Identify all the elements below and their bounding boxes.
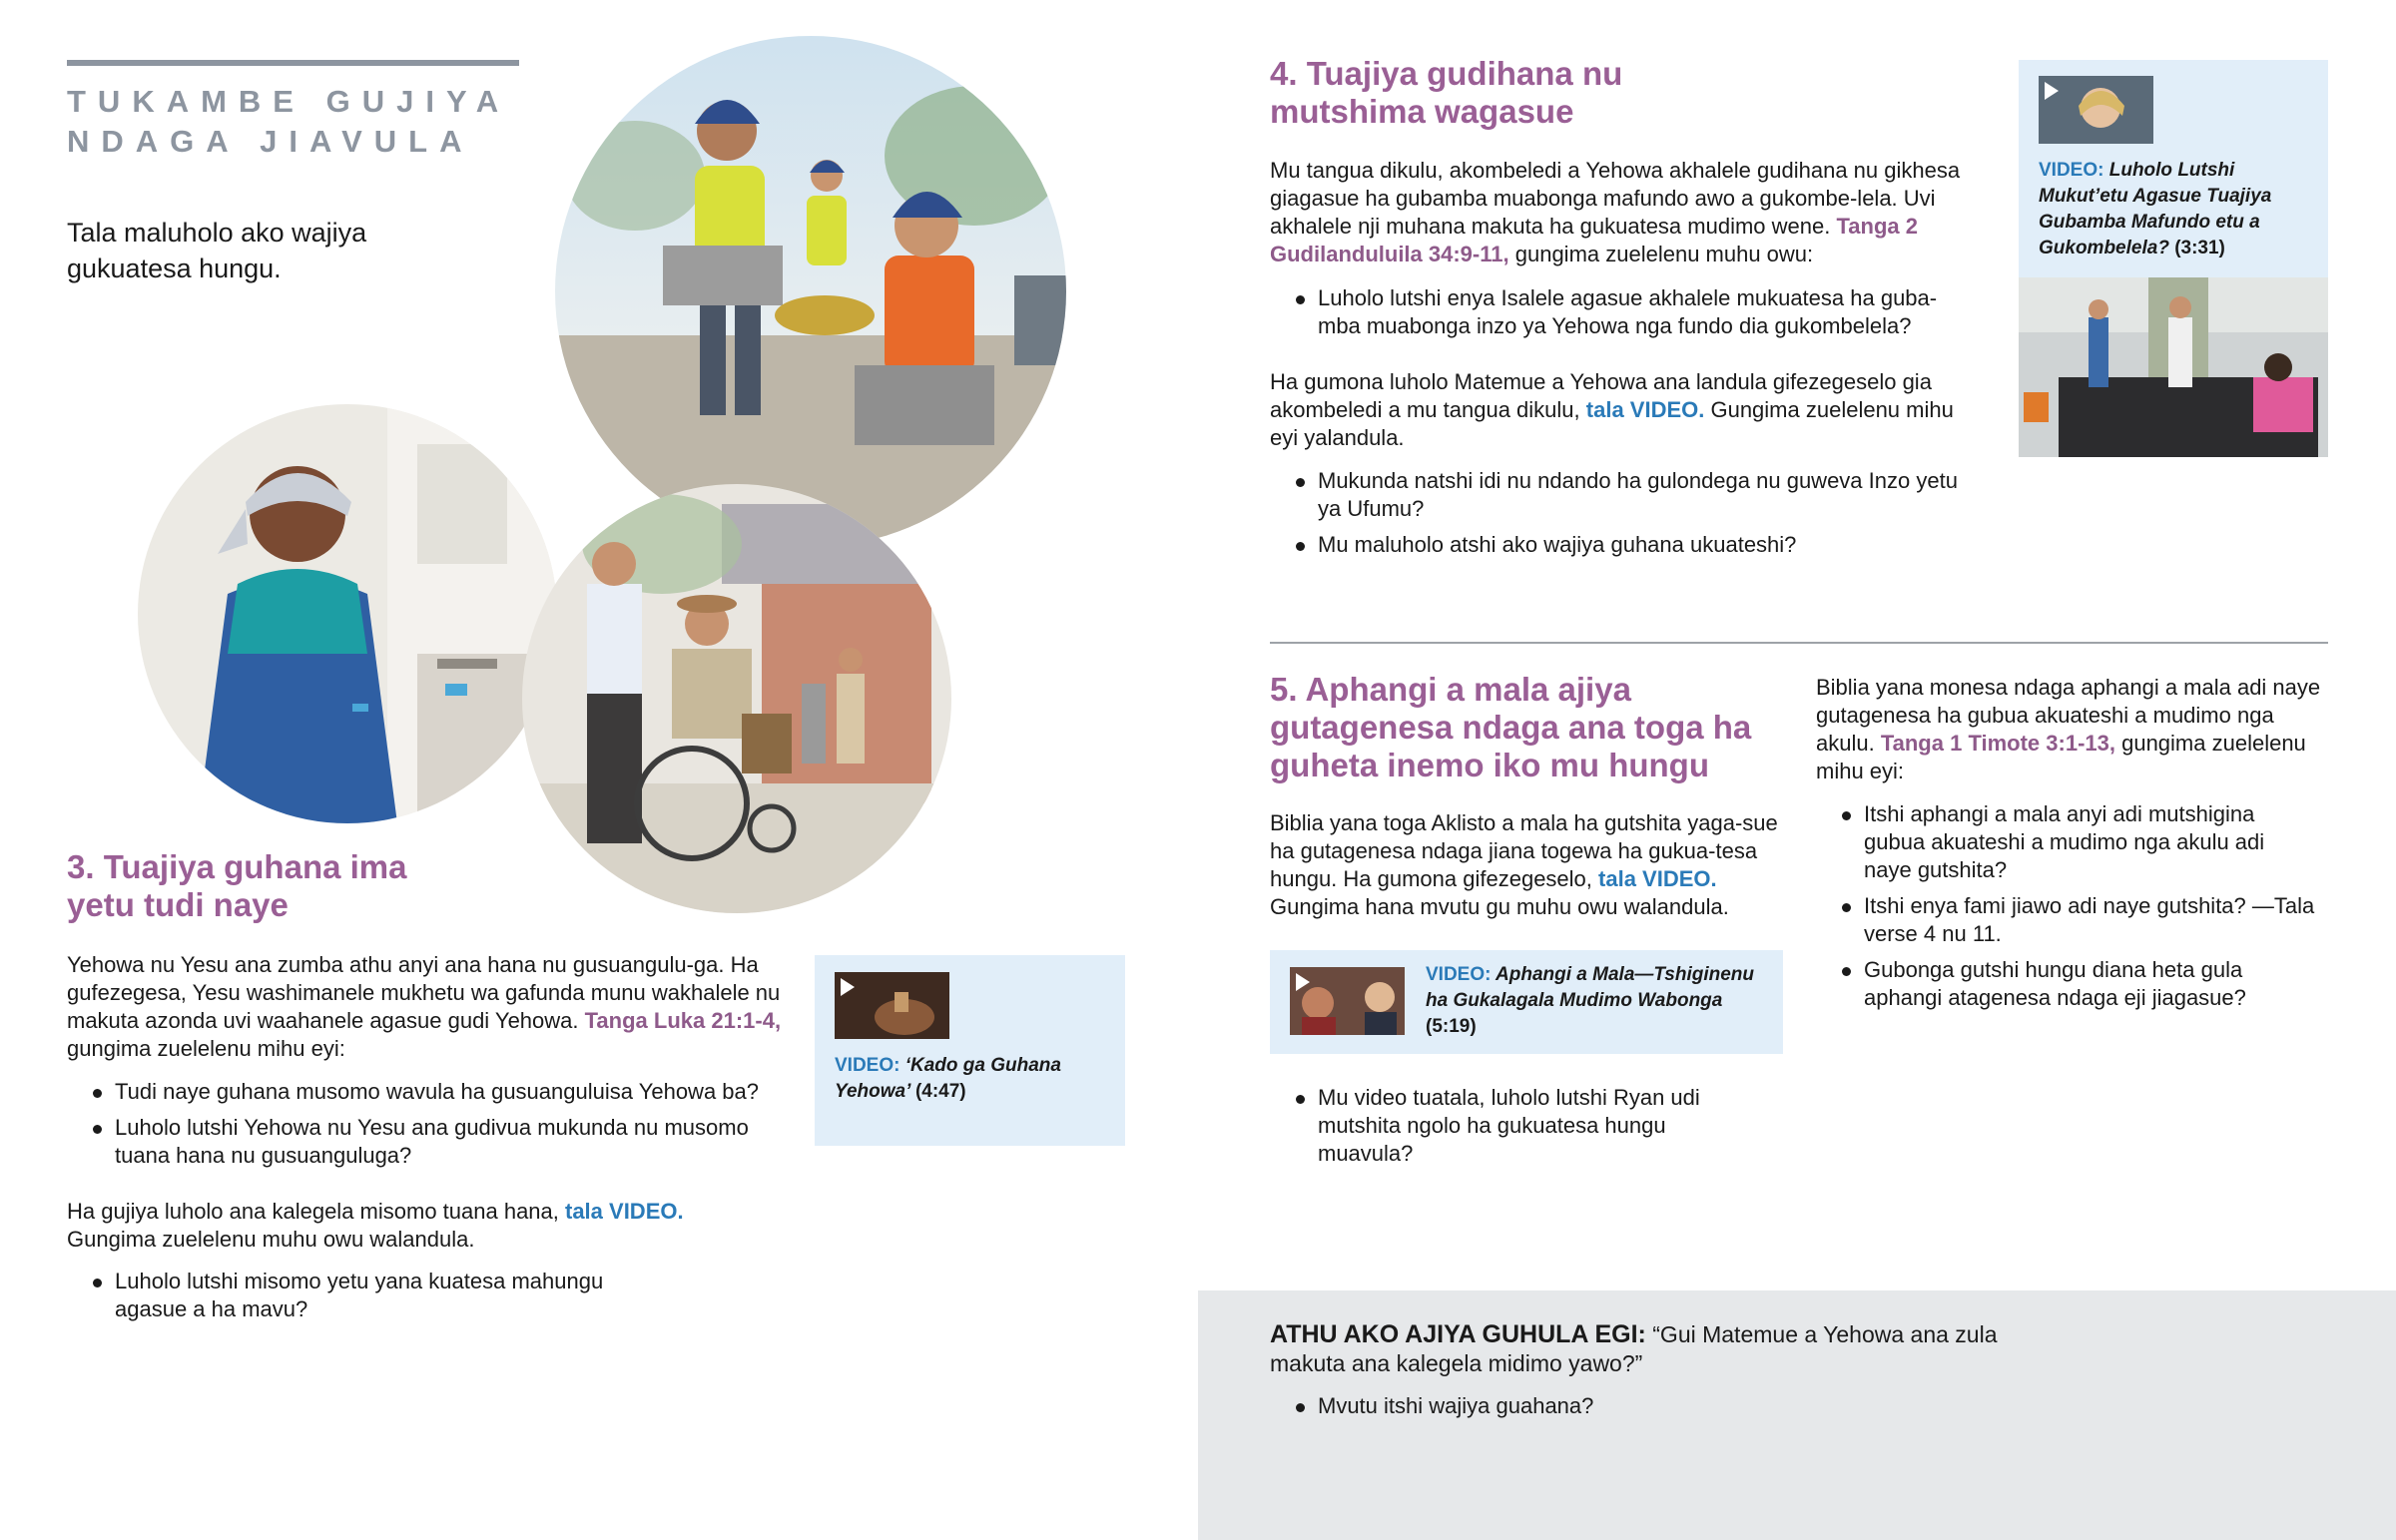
section-5-paragraph-2-end: gungima zuelelenu mihu eyi: [1816, 731, 2306, 783]
construction-workers-illustration [555, 36, 1066, 547]
section-4-scripture-link[interactable]: Tanga 2 Gudilanduluila 34:9-11, [1270, 214, 1918, 266]
section-3-paragraph-1-end: gungima zuelelenu mihu eyi: [67, 1036, 345, 1061]
section-4-title-line-1: 4. Tuajiya gudihana nu [1270, 55, 1623, 92]
section-5-question: Itshi enya fami jiawo adi naye gutshita? —Tala verse 4 nu 11. [1816, 892, 2315, 948]
play-icon [1296, 973, 1310, 991]
kicker-line-2: NDAGA JIAVULA [67, 124, 474, 159]
video-thumbnail[interactable] [835, 972, 949, 1039]
section-3-paragraph-2-text: Ha gujiya luholo ana kalegela misomo tuana hana, [67, 1199, 565, 1224]
section-3-heading [67, 848, 566, 924]
callout-quote: “Gui Matemue a Yehowa ana zula makuta ana kalegela midimo yawo?” [1270, 1321, 1998, 1376]
section-4-questions-2 [1270, 467, 1974, 567]
section-3-paragraph-2-end: Gungima zuelelenu muhu owu walandula. [67, 1227, 475, 1252]
section-4-paragraph-1 [1270, 157, 1974, 268]
section-4-paragraph-2-text: Ha gumona luholo Matemue a Yehowa ana landula gifezegeselo gia akombeledi a mu tangua dikulu, [1270, 369, 1932, 422]
section-3-question: Tudi naye guhana musomo wavula ha gusuanguluisa Yehowa ba? [67, 1078, 796, 1106]
kingdom-hall-cleaning-photo [2019, 277, 2328, 457]
section-3-title-line-1: 3. Tuajiya guhana ima [67, 848, 407, 885]
section-5-title-line-2: gutagenesa ndaga ana toga ha [1270, 709, 1752, 746]
video-title: ‘Kado ga Guhana Yehowa’ [835, 1055, 1061, 1102]
section-5-paragraph-1-text: Biblia yana toga Aklisto a mala ha gutshita yaga-sue ha gutagenesa ndaga jiana togewa ha gukua-tesa hungu. Ha gumona gifezegeselo, [1270, 810, 1778, 891]
callout-questions [1270, 1392, 1969, 1428]
section-5-paragraph-1 [1270, 809, 1789, 921]
section-3-title-line-2: yetu tudi naye [67, 886, 289, 923]
section-3-video-link[interactable]: tala VIDEO. [565, 1199, 684, 1224]
video-caption [1426, 962, 1765, 1040]
section-4-video-card[interactable] [2019, 60, 2328, 457]
video-thumbnail[interactable] [1290, 967, 1405, 1035]
section-4-heading [1270, 55, 1969, 131]
section-5-questions-2 [1816, 800, 2315, 1020]
section-5-paragraph-2 [1816, 674, 2335, 785]
section-4-paragraph-2-end: Gungima zuelelenu mihu eyi yalandula. [1270, 397, 1954, 450]
section-4-video-link[interactable]: tala VIDEO. [1585, 397, 1705, 422]
callout-lead: ATHU AKO AJIYA GUHULA EGI: [1270, 1320, 1646, 1348]
section-3-question: Luholo lutshi Yehowa nu Yesu ana gudivua mukunda nu musomo tuana hana nu gusuanguluga? [67, 1114, 796, 1170]
video-thumbnail[interactable] [2039, 76, 2153, 144]
section-5-paragraph-1-end: Gungima hana mvutu gu muhu owu walandula. [1270, 894, 1729, 919]
section-5-scripture-link[interactable]: Tanga 1 Timote 3:1-13, [1880, 731, 2115, 756]
section-5-question: Mu video tuatala, luholo lutshi Ryan udi mutshita ngolo ha gukuatesa hungu muavula? [1270, 1084, 1709, 1168]
section-3-question: Luholo lutshi misomo yetu yana kuatesa mahungu agasue a ha mavu? [67, 1268, 666, 1323]
section-3-paragraph-2 [67, 1198, 786, 1254]
video-duration: (5:19) [1426, 1016, 1477, 1037]
callout-question-item: Mvutu itshi wajiya guahana? [1270, 1392, 1969, 1420]
section-5-video-link[interactable]: tala VIDEO. [1598, 866, 1717, 891]
section-5-question: Gubonga gutshi hungu diana heta gula aphangi atagenesa ndaga eji jiagasue? [1816, 956, 2315, 1012]
kicker-line-1: TUKAMBE GUJIYA [67, 84, 511, 119]
section-4-title-line-2: mutshima wagasue [1270, 93, 1574, 130]
section-4-question: Mu maluholo atshi ako wajiya guhana ukuateshi? [1270, 531, 1974, 559]
video-label: VIDEO: [2039, 160, 2104, 181]
section-5-questions-1 [1270, 1084, 1709, 1176]
section-kicker [67, 82, 586, 162]
man-pushing-wheelchair-illustration [522, 484, 951, 913]
video-title: Aphangi a Mala—Tshiginenu ha Gukalagala Mudimo Wabonga [1426, 964, 1755, 1011]
section-3-questions-1 [67, 1078, 796, 1178]
video-label: VIDEO: [835, 1055, 900, 1076]
video-duration: (3:31) [2174, 238, 2225, 258]
section-4-questions-1 [1270, 284, 1974, 348]
section-4-paragraph-1-end: gungima zuelelenu muhu owu: [1508, 242, 1814, 266]
section-4-question: Luholo lutshi enya Isalele agasue akhalele mukuatesa ha guba-mba muabonga inzo ya Yehowa nga fundo dia gukombelela? [1270, 284, 1974, 340]
section-5-title-line-1: 5. Aphangi a mala ajiya [1270, 671, 1631, 708]
video-caption [2039, 158, 2313, 261]
play-icon [2045, 82, 2059, 100]
section-3-paragraph-1-text: Yehowa nu Yesu ana zumba athu anyi ana hana nu gusuangulu-ga. Ha gufezegesa, Yesu washimanele mukhetu wa gafunda munu wakhalele nu makuta azonda uvi waahanele agasue gudi Yehowa. [67, 952, 781, 1033]
section-4-paragraph-1-text: Mu tangua dikulu, akombeledi a Yehowa akhalele gudihana nu gikhesa giagasue ha gubamba muabonga mafundo awo a gukombe-lela. Uvi akhalele nji muhana makuta ha gukuatesa mudimo wene. [1270, 158, 1961, 239]
section-3-scripture-link[interactable]: Tanga Luka 21:1-4, [584, 1008, 782, 1033]
section-5-heading [1270, 671, 1829, 784]
section-3-questions-2 [67, 1268, 666, 1331]
section-5-title-line-3: guheta inemo iko mu hungu [1270, 747, 1709, 783]
video-duration: (4:47) [914, 1081, 966, 1102]
play-icon [841, 978, 855, 996]
woman-donating-illustration [138, 404, 557, 823]
section-3-paragraph-1 [67, 951, 786, 1063]
video-caption [835, 1053, 1104, 1105]
callout-question [1270, 1320, 2029, 1378]
video-label: VIDEO: [1426, 964, 1492, 985]
section-4-question: Mukunda natshi idi nu ndando ha gulondega nu guweva Inzo yetu ya Ufumu? [1270, 467, 1974, 523]
section-5-paragraph-2-text: Biblia yana monesa ndaga aphangi a mala adi naye gutagenesa ha gubua akuateshi a mudimo nga akulu. [1816, 675, 2321, 756]
section-3-video-card[interactable] [815, 955, 1125, 1146]
kicker-rule [67, 60, 519, 66]
section-4-paragraph-2 [1270, 368, 1974, 452]
video-title: Luholo Lutshi Mukut’etu Agasue Tuajiya Gubamba Mafundo etu a Gukombelela? [2039, 160, 2272, 258]
section-divider [1270, 642, 2328, 644]
intro-text: Tala maluholo ako wajiya gukuatesa hungu. [67, 218, 367, 283]
section-5-video-card[interactable] [1270, 950, 1783, 1054]
section-5-question: Itshi aphangi a mala anyi adi mutshigina gubua akuateshi a mudimo nga akulu adi naye gutshita? [1816, 800, 2315, 884]
